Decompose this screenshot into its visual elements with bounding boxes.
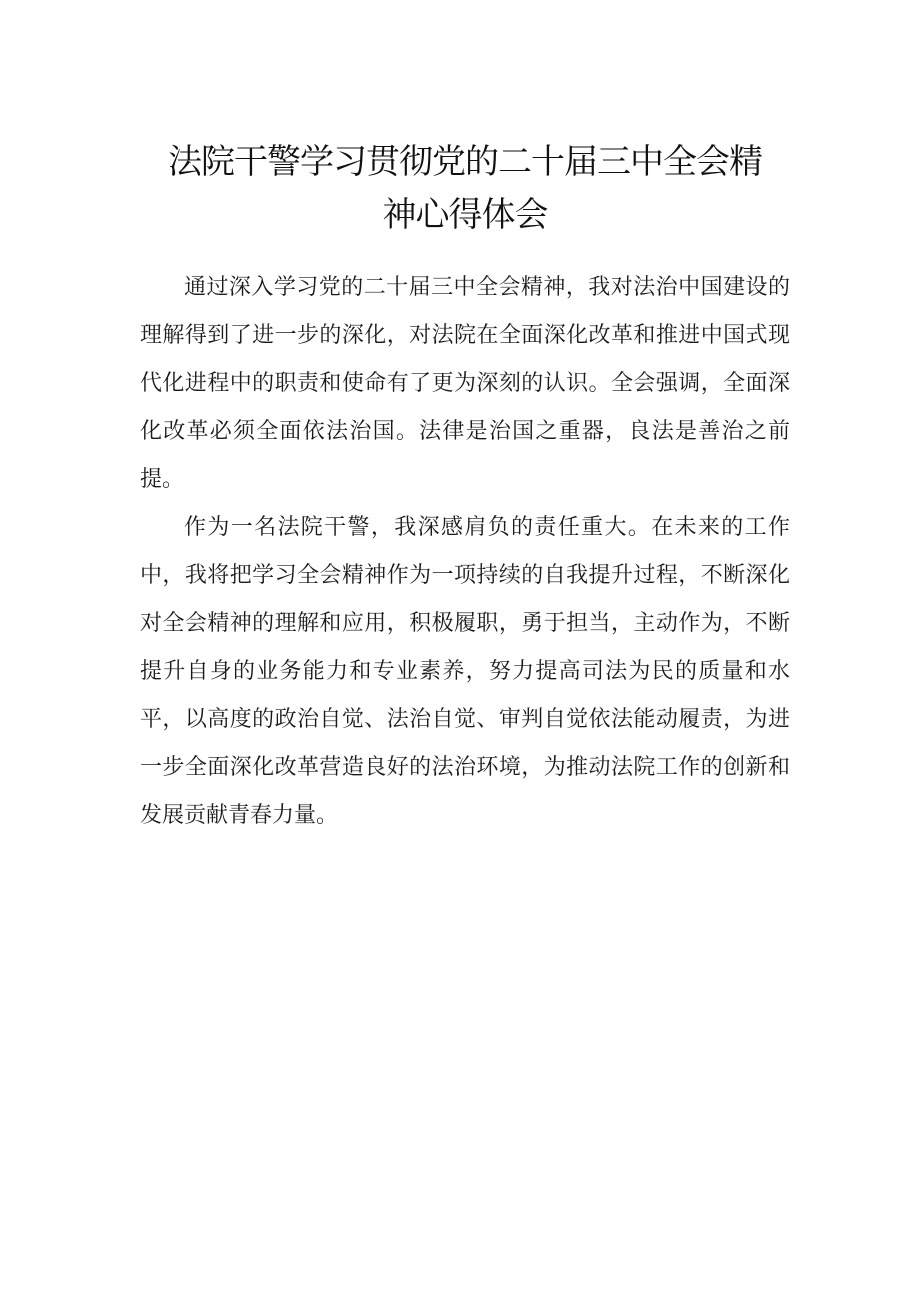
document-body — [140, 264, 790, 840]
title-line-2: 神心得体会 — [382, 195, 548, 235]
title-line-1: 法院干警学习贯彻党的二十届三中全会精 — [168, 142, 762, 182]
paragraph-2: 作为一名法院干警，我深感肩负的责任重大。在未来的工作中，我将把学习全会精神作为一项持续的自我提升过程，不断深化对全会精神的理解和应用，积极履职，勇于担当，主动作为，不断提升自身的业务能力和专业素养，努力提高司法为民的质量和水平，以高度的政治自觉、法治自觉、审判自觉依法能动履责，为进一步全面深化改革营造良好的法治环境，为推动法院工作的创新和发展贡献青春力量。 — [140, 515, 790, 828]
page-title — [140, 136, 790, 242]
paragraph-1: 通过深入学习党的二十届三中全会精神，我对法治中国建设的理解得到了进一步的深化，对法院在全面深化改革和推进中国式现代化进程中的职责和使命有了更为深刻的认识。全会强调，全面深化改革必须全面依法治国。法律是治国之重器，良法是善治之前提。 — [140, 275, 790, 492]
